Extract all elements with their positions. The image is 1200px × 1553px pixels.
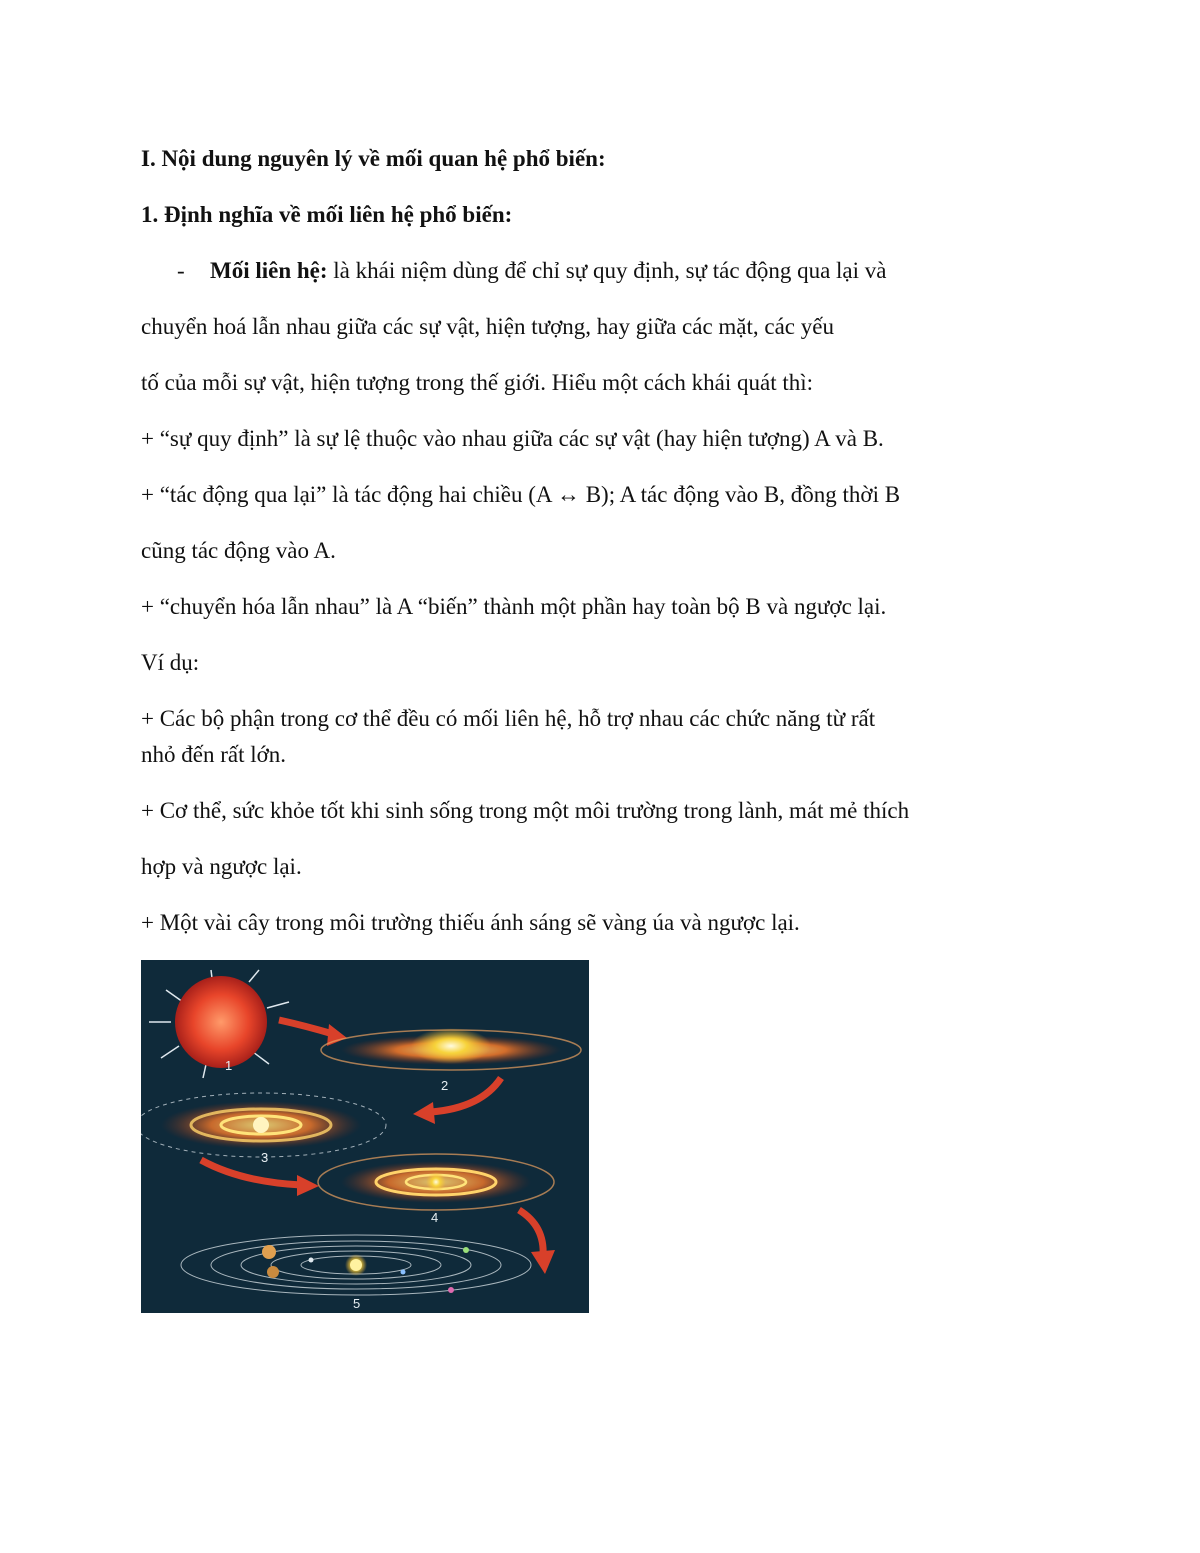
example-1-line-2: nhỏ đến rất lớn. xyxy=(141,742,287,767)
definition-term: Mối liên hệ: xyxy=(210,258,328,283)
stage-label-4: 4 xyxy=(431,1210,439,1225)
stage-1-nebula xyxy=(149,970,289,1078)
subsection-heading: 1. Định nghĩa về mối liên hệ phổ biến: xyxy=(141,202,513,227)
arrow-icon xyxy=(279,1020,333,1034)
stage-5-solar-system xyxy=(181,1235,531,1295)
solar-system-formation-svg xyxy=(141,960,589,1313)
example-2-line-2: hợp và ngược lại. xyxy=(141,854,302,879)
arrow-head-icon xyxy=(413,1102,435,1124)
stage-label-5: 5 xyxy=(353,1296,361,1311)
definition-line-2: chuyển hoá lẫn nhau giữa các sự vật, hiện tượng, hay giữa các mặt, các yếu xyxy=(141,314,834,339)
example-2-line-1: + Cơ thể, sức khỏe tốt khi sinh sống trong một môi trường trong lành, mát mẻ thích xyxy=(141,798,910,823)
example-1-line-1: + Các bộ phận trong cơ thể đều có mối liên hệ, hỗ trợ nhau các chức năng từ rất xyxy=(141,706,876,731)
definition-line-1 xyxy=(210,257,886,285)
definition-text-1: là khái niệm dùng để chỉ sự quy định, sự tác động qua lại và xyxy=(327,258,887,283)
stage-4-protoplanetary-disk xyxy=(318,1154,554,1210)
stage-label-2: 2 xyxy=(441,1078,449,1093)
stage-3-spiral-disk xyxy=(141,1093,386,1157)
stage-label-1: 1 xyxy=(225,1058,233,1073)
arrow-icon xyxy=(201,1160,301,1185)
stage-2-collapsing-disk xyxy=(321,1028,581,1070)
stage-label-3: 3 xyxy=(261,1150,269,1165)
arrow-icon xyxy=(519,1210,543,1256)
arrow-head-icon xyxy=(297,1175,319,1196)
bullet-dash: - xyxy=(177,258,185,283)
section-heading: I. Nội dung nguyên lý về mối quan hệ phổ biến: xyxy=(141,146,606,171)
example-3: + Một vài cây trong môi trường thiếu ánh sáng sẽ vàng úa và ngược lại. xyxy=(141,910,800,935)
point-interaction-line-2: cũng tác động vào A. xyxy=(141,538,336,563)
point-transformation: + “chuyển hóa lẫn nhau” là A “biến” thành một phần hay toàn bộ B và ngược lại. xyxy=(141,594,887,619)
point-regulation: + “sự quy định” là sự lệ thuộc vào nhau giữa các sự vật (hay hiện tượng) A và B. xyxy=(141,426,884,451)
definition-line-3: tố của mỗi sự vật, hiện tượng trong thế giới. Hiểu một cách khái quát thì: xyxy=(141,370,814,395)
example-label: Ví dụ: xyxy=(141,650,200,675)
solar-system-formation-illustration xyxy=(141,960,589,1313)
arrow-head-icon xyxy=(531,1250,555,1274)
point-interaction-line-1: + “tác động qua lại” là tác động hai chiều (A ↔ B); A tác động vào B, đồng thời B xyxy=(141,482,901,507)
